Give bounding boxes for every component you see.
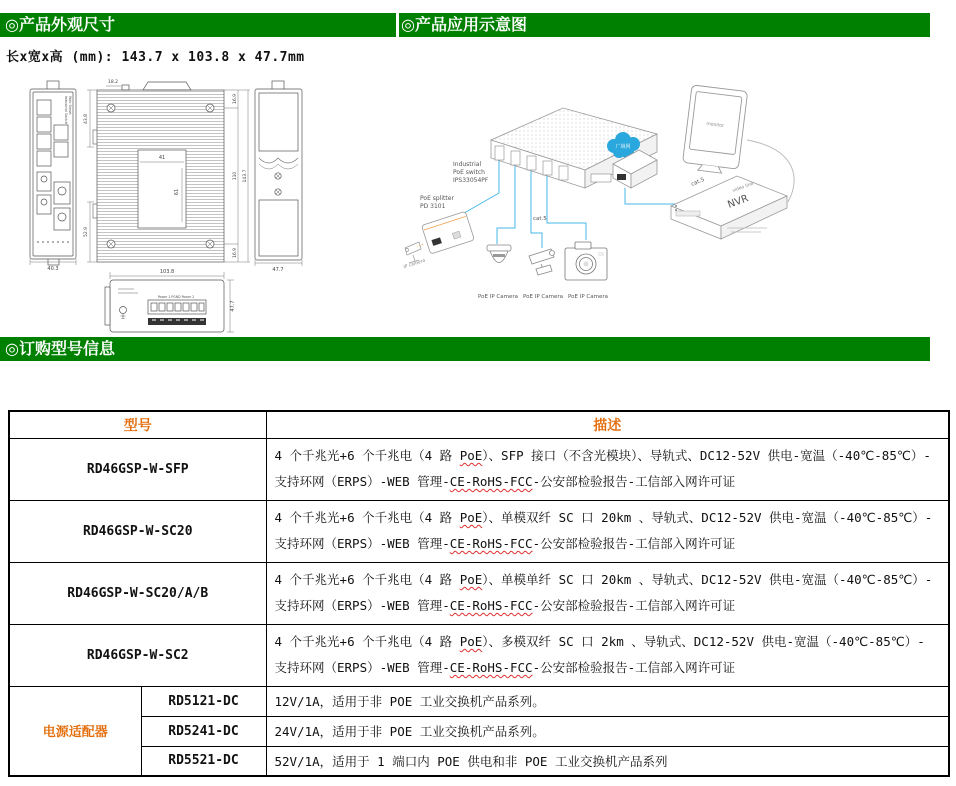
section-header-bar-top xyxy=(0,13,930,37)
application-diagram xyxy=(395,78,955,318)
model-cell: RD46GSP-W-SC2 xyxy=(9,624,266,686)
table-row xyxy=(9,624,949,686)
table-row xyxy=(9,562,949,624)
dim-total-height: 143.7 xyxy=(243,169,248,183)
dim-front-width: 40.3 xyxy=(47,266,59,272)
ordering-table xyxy=(8,410,950,777)
description-cell: 4 个千兆光+6 个千兆电（4 路 PoE）、多模双纤 SC 口 2km 、导轨式、DC12-52V 供电-宽温（-40℃-85℃）- 支持环网（ERPS）-WEB 管理-CE-RoHS-FCC-公安部检验报告-工信部入网许可证 xyxy=(266,624,949,686)
section-header-bar-ordering xyxy=(0,337,930,361)
poe-camera-label-1: PoE IP Camera xyxy=(478,294,518,300)
poe-camera-label-2: PoE IP Camera xyxy=(523,294,563,300)
dim-lower-left: 52.9 xyxy=(84,226,89,238)
table-header-row xyxy=(9,411,949,438)
dome-camera-glyph xyxy=(487,245,511,263)
splitter-label: PoE splitter PD 3101 xyxy=(420,195,454,210)
dim-bottom-height: 47.7 xyxy=(230,300,236,312)
ip-camera-label: IP camera xyxy=(403,258,426,271)
dim-label-height: 61 xyxy=(174,188,180,196)
adapter-group-cell: 电源适配器 xyxy=(9,686,141,776)
description-cell: 52V/1A，适用于 1 端口内 POE 供电和非 POE 工业交换机产品系列 xyxy=(266,746,949,776)
table-row-adapter xyxy=(9,716,949,746)
bullet-camera-glyph xyxy=(529,249,555,275)
cat5-label: cat.5 xyxy=(533,216,547,222)
column-header-model: 型号 xyxy=(9,411,266,438)
video-line-label: video line xyxy=(731,181,755,194)
column-header-description: 描述 xyxy=(266,411,949,438)
monitor-device xyxy=(682,85,748,175)
dim-tab: 18.2 xyxy=(107,80,119,85)
model-cell: RD46GSP-W-SFP xyxy=(9,438,266,500)
section-title-ordering: ◎订购型号信息 xyxy=(5,339,115,358)
front-brand-vertical-text: Web Smart Industrial Switch xyxy=(63,96,72,125)
side-view-drawing xyxy=(255,81,302,273)
product-dimensions-text: 长x宽x高 (mm): 143.7 x 103.8 x 47.7mm xyxy=(6,50,305,65)
dim-total-width: 103.8 xyxy=(159,269,175,275)
section-title-appearance: ◎产品外观尺寸 xyxy=(5,15,115,34)
dim-right-mid: 110 xyxy=(233,171,238,181)
terminal-block-label: Power 1 PGND Power 2 xyxy=(157,295,195,299)
table-row-adapter xyxy=(9,746,949,776)
poe-camera-label-3: PoE IP Camera xyxy=(568,294,608,300)
monitor-label: monitor xyxy=(706,121,725,130)
switch-label: Industrial PoE switch IPS33054PF xyxy=(453,161,489,184)
dim-upper-left: 43.8 xyxy=(84,113,89,125)
top-view-drawing xyxy=(83,79,250,279)
description-cell: 4 个千兆光+6 个千兆电（4 路 PoE）、单模双纤 SC 口 20km 、导轨式、DC12-52V 供电-宽温（-40℃-85℃）-支持环网（ERPS）-WEB 管理-CE-RoHS-FCC-公安部检验报告-工信部入网许可证 xyxy=(266,500,949,562)
front-view-drawing xyxy=(30,81,76,272)
model-cell: RD5121-DC xyxy=(141,686,266,716)
model-cell: RD5241-DC xyxy=(141,716,266,746)
cat5-label-2: cat.5 xyxy=(690,176,706,188)
description-cell: 4 个千兆光+6 个千兆电（4 路 PoE）、单模单纤 SC 口 20km 、导轨式、DC12-52V 供电-宽温（-40℃-85℃）-支持环网（ERPS）-WEB 管理-CE-RoHS-FCC-公安部检验报告-工信部入网许可证 xyxy=(266,562,949,624)
model-cell: RD46GSP-W-SC20/A/B xyxy=(9,562,266,624)
description-cell: 24V/1A，适用于非 POE 工业交换机产品系列。 xyxy=(266,716,949,746)
dim-right-bottom: 16.9 xyxy=(233,247,238,259)
section-title-application: ◎产品应用示意图 xyxy=(401,15,527,34)
nvr-label: NVR xyxy=(726,193,751,211)
dim-right-top: 16.9 xyxy=(233,93,238,105)
table-row xyxy=(9,500,949,562)
wan-cloud-label: 广域网 xyxy=(615,144,631,150)
model-cell: RD46GSP-W-SC20 xyxy=(9,500,266,562)
poe-splitter-device xyxy=(421,211,474,254)
table-row xyxy=(9,438,949,500)
dslr-camera-glyph xyxy=(565,242,607,280)
model-cell: RD5521-DC xyxy=(141,746,266,776)
description-cell: 4 个千兆光+6 个千兆电（4 路 PoE）、SFP 接口（不含光模块）、导轨式、DC12-52V 供电-宽温（-40℃-85℃）-支持环网（ERPS）-WEB 管理-CE-RoHS-FCC-公安部检验报告-工信部入网许可证 xyxy=(266,438,949,500)
dim-side-width: 47.7 xyxy=(272,267,284,273)
dimension-drawings xyxy=(10,72,340,336)
table-row-adapter xyxy=(9,686,949,716)
bottom-view-drawing xyxy=(105,280,236,332)
description-cell: 12V/1A，适用于非 POE 工业交换机产品系列。 xyxy=(266,686,949,716)
header-bar-divider xyxy=(396,13,399,37)
dim-label-width: 41 xyxy=(158,155,166,161)
